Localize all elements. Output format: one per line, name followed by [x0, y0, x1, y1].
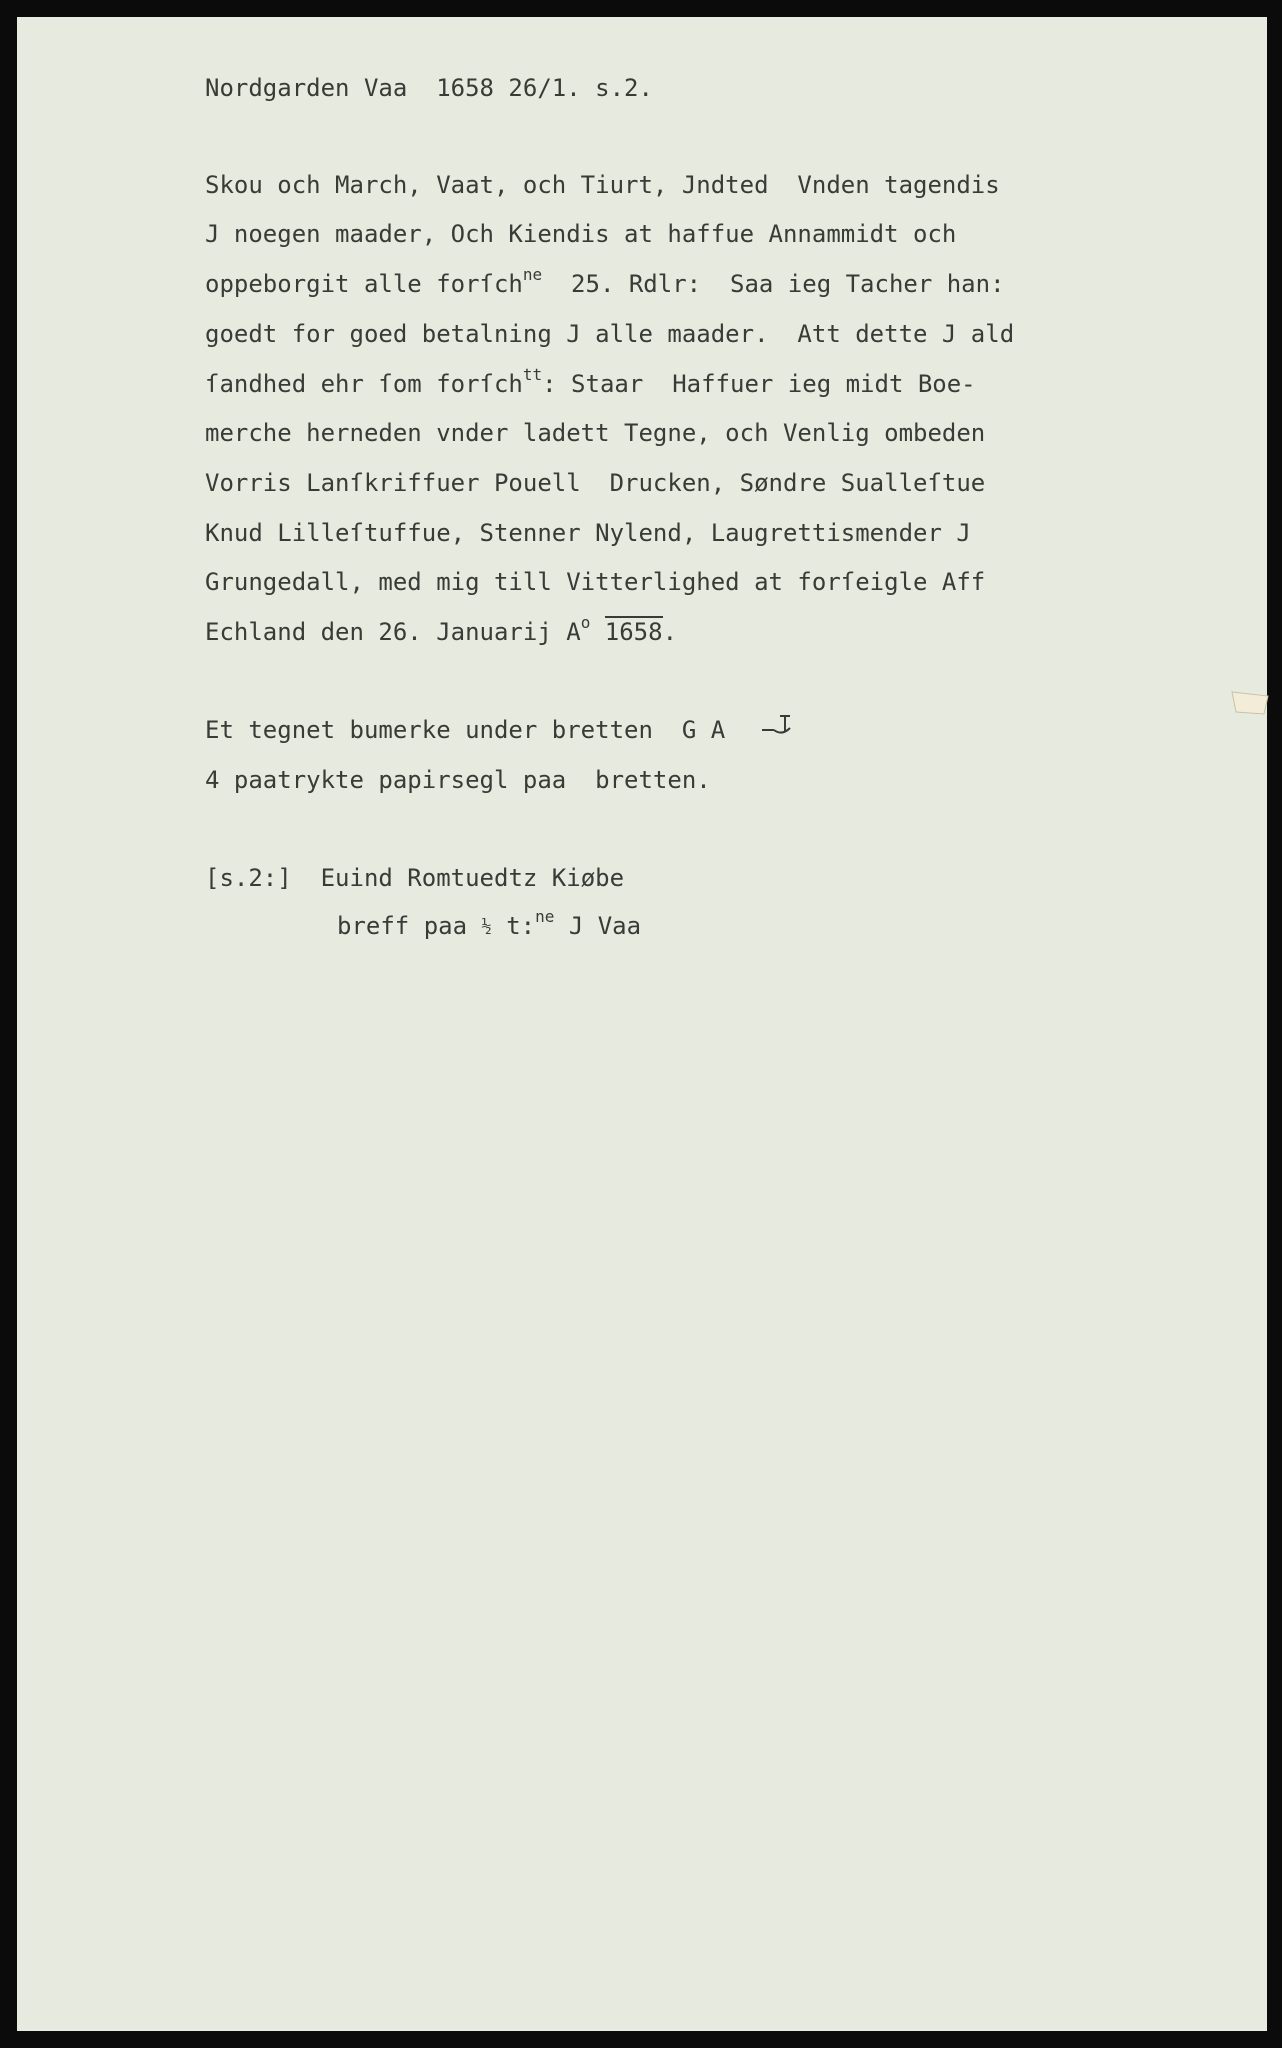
verso-line-2-a: breff paa: [337, 912, 482, 940]
body-line-3-superscript: ne: [522, 265, 543, 284]
body-line-10-text: Echland den 26. Januarij A: [205, 618, 581, 646]
body-line-6: merche herneden vnder ladett Tegne, och Venlig ombeden: [205, 419, 986, 447]
body-line-5-rest: : Staar Haffuer ieg midt Boe-: [542, 370, 976, 398]
verso-line-1: [205, 864, 624, 892]
body-line-8: Knud Lilleſtuffue, Stenner Nylend, Laugrettismender J: [205, 519, 971, 547]
verso-label: [s.2:]: [205, 864, 292, 892]
verso-line-1-text: Euind Romtuedtz Kiøbe: [291, 864, 625, 892]
note-bumerke: Et tegnet bumerke under bretten G A: [205, 716, 726, 744]
body-line-7: Vorris Lanſkriffuer Pouell Drucken, Søndre Sualleſtue: [205, 469, 986, 497]
body-line-5: [205, 365, 976, 398]
year-overlined: 1658: [604, 618, 663, 646]
fraction-half: ½: [481, 917, 492, 937]
verso-line-2: [337, 907, 642, 940]
document-header: Nordgarden Vaa 1658 26/1. s.2.: [205, 74, 653, 102]
body-line-4: goedt for goed betalning J alle maader. Att dette J ald: [205, 320, 1015, 348]
verso-line-2-b: t:: [491, 912, 536, 940]
body-line-10-end: .: [662, 618, 678, 646]
body-line-5-superscript: tt: [522, 365, 543, 384]
body-line-2: J noegen maader, Och Kiendis at haffue Annammidt och: [205, 220, 957, 248]
body-line-3-rest: 25. Rdlr: Saa ieg Tacher han:: [542, 270, 1005, 298]
body-line-10-superscript: o: [580, 613, 591, 632]
verso-line-2-c: J Vaa: [554, 912, 642, 940]
bumerke-glyph: [760, 712, 794, 736]
note-papirsegl: 4 paatrykte papirsegl paa bretten.: [205, 766, 711, 794]
body-line-3-text: oppeborgit alle forſch: [205, 270, 523, 298]
body-line-3: [205, 265, 1005, 298]
verso-line-2-superscript: ne: [535, 907, 555, 926]
body-line-5-text: ſandhed ehr ſom forſch: [205, 370, 523, 398]
paper-tab: [1230, 688, 1272, 718]
body-line-1: Skou och March, Vaat, och Tiurt, Jndted Vnden tagendis: [205, 171, 1000, 199]
body-line-10: [205, 613, 678, 646]
body-line-9: Grungedall, med mig till Vitterlighed at forſeigle Aff: [205, 568, 986, 596]
